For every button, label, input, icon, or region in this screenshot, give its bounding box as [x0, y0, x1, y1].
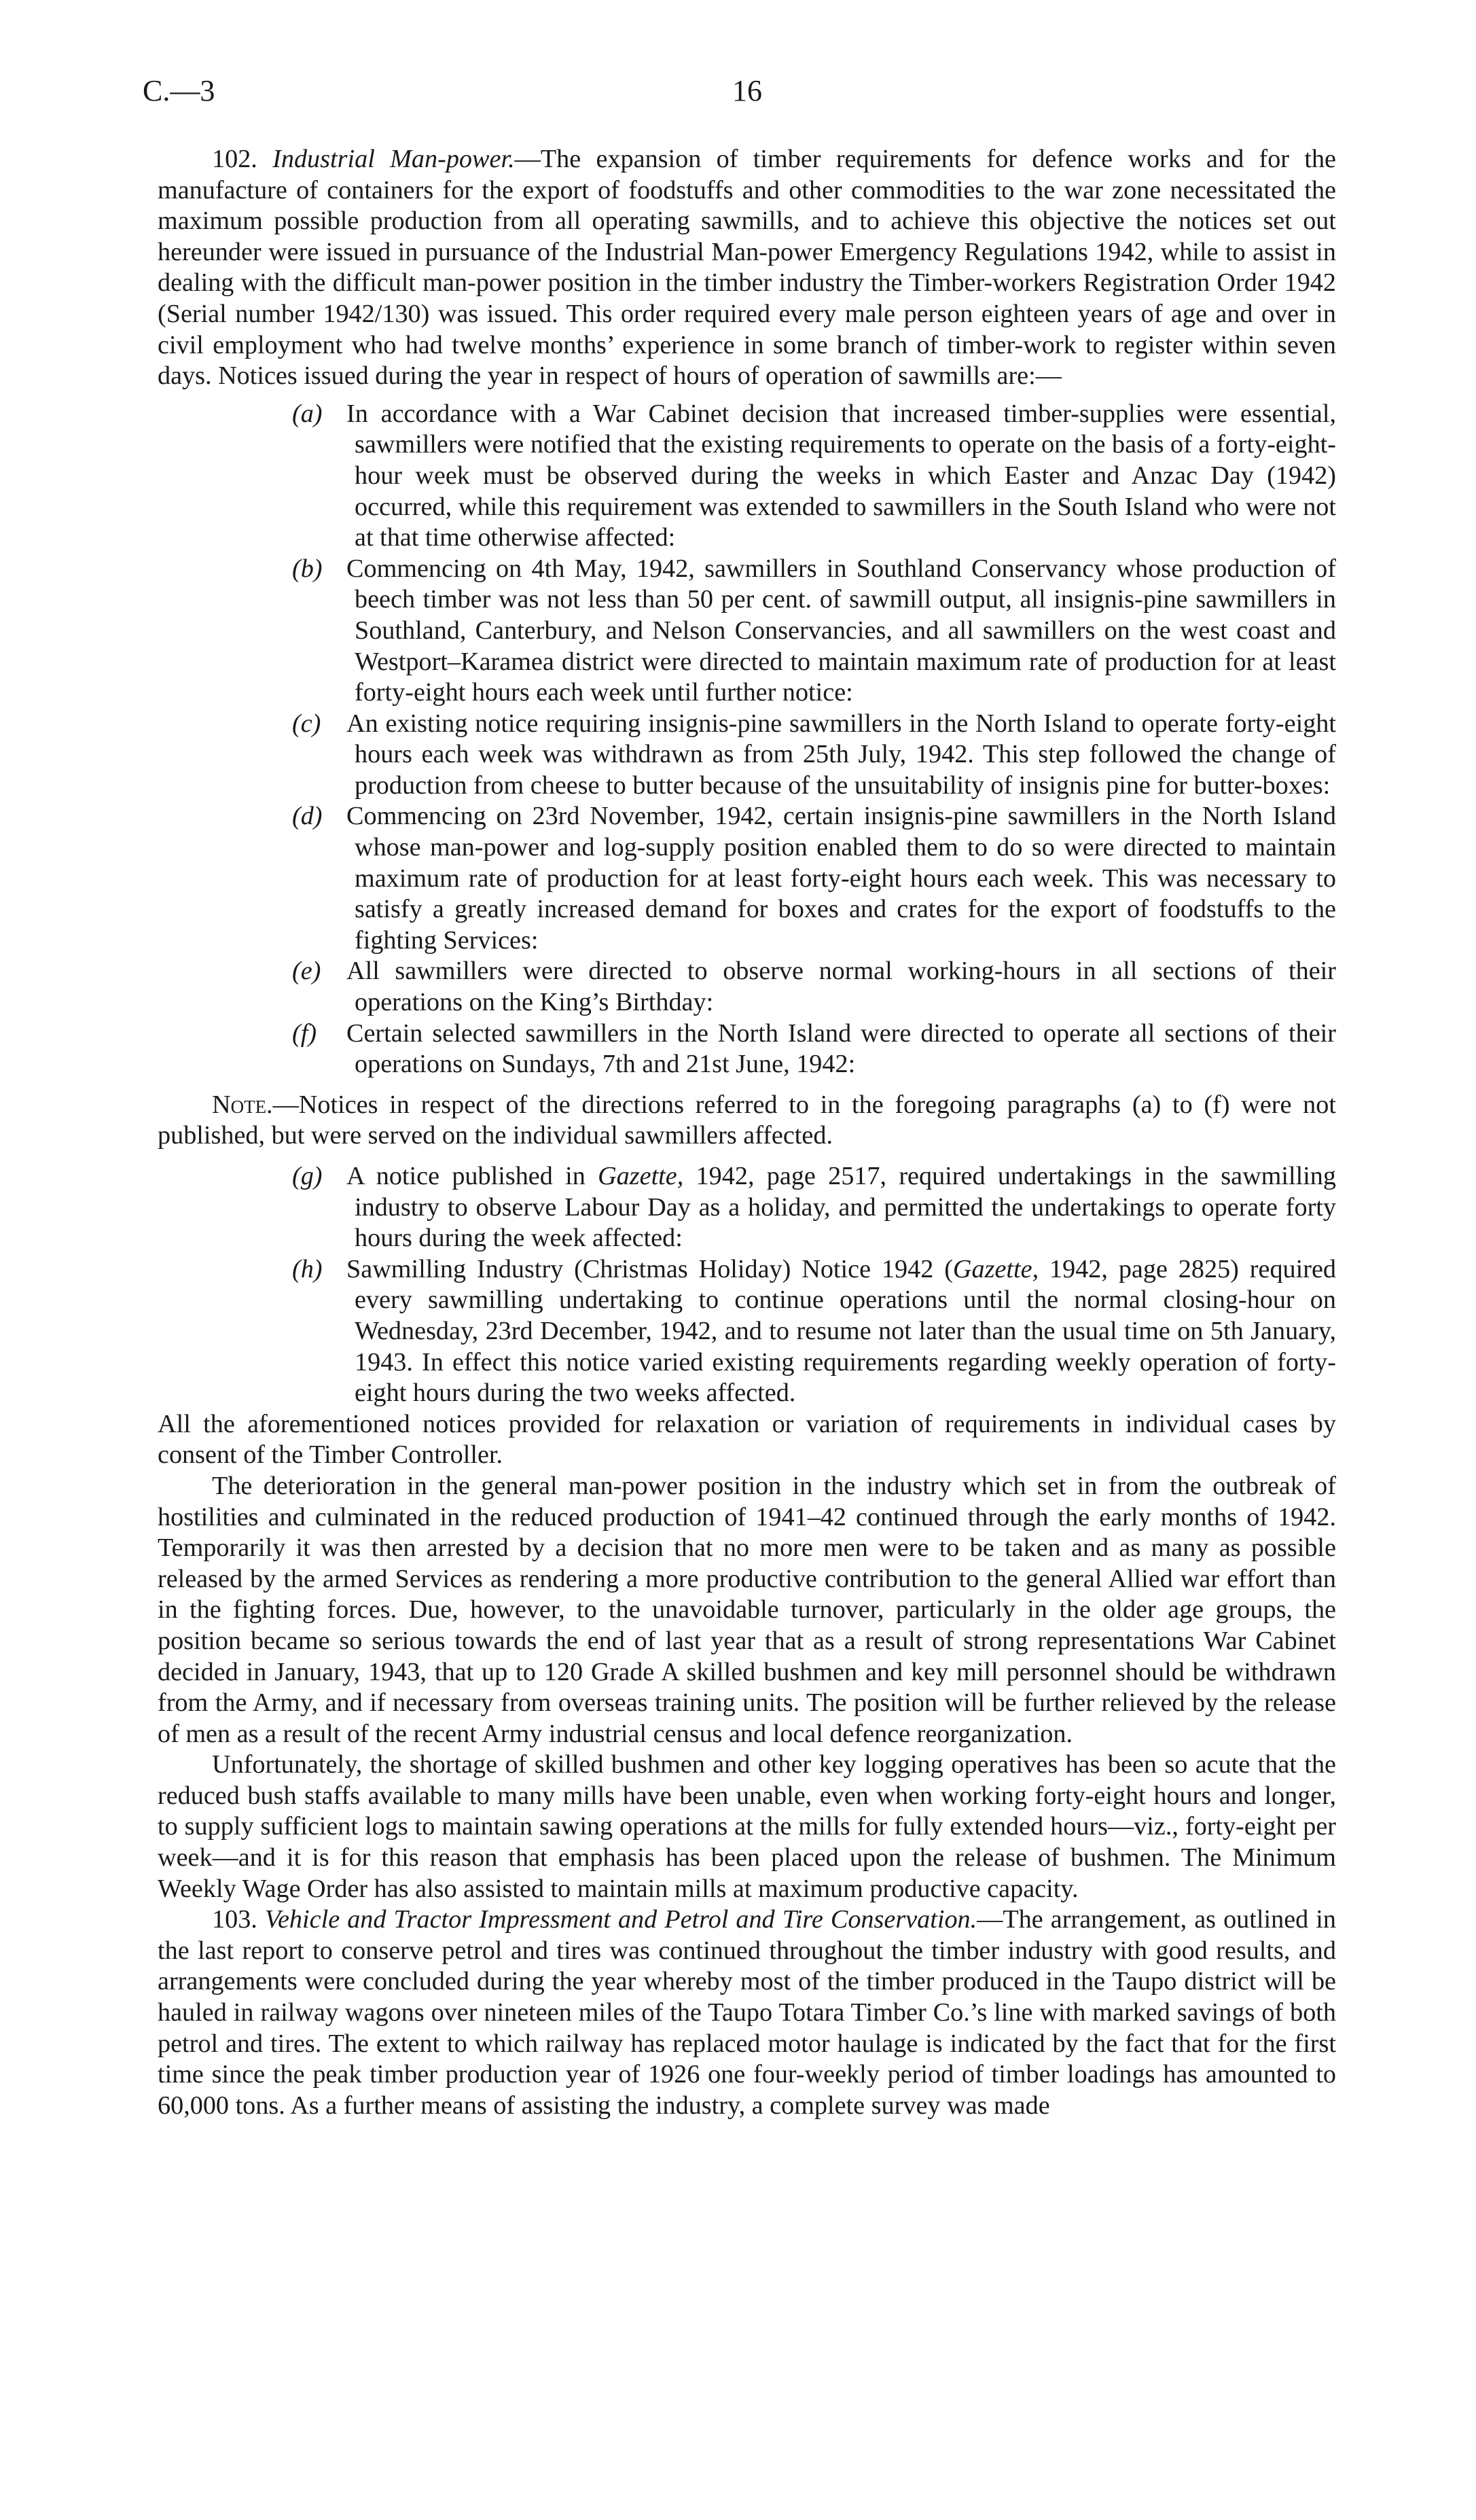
list-item — [158, 554, 1336, 709]
list-item — [158, 801, 1336, 956]
section-102-intro-text: —The expansion of timber requirements for defence works and for the manufacture of containers for the export of foodstuffs and other commodities to the war zone necessitated the maximum possible production from all operating sawmills, and to achieve this objective the notices set out hereunder were issued in pursuance of the Industrial Man-power Emergency Regulations 1942, while to assist in dealing with the difficult man-power position in the timber industry the Timber-workers Registration Order 1942 (Serial number 1942/130) was issued. This order required every male person eighteen years of age and over in civil employment who had twelve months’ experience in some branch of timber-work to register within seven days. Notices issued during the year in respect of hours of operation of sawmills are:— — [158, 145, 1337, 391]
note-label: Note. — [212, 1090, 273, 1119]
list-item — [158, 399, 1336, 554]
section-103-text: —The arrangement, as outlined in the last report to conserve petrol and tires was continued throughout the timber industry with good results, and arrangements were concluded during the year whereby most of the timber produced in the Taupo district will be hauled in railway wagons over nineteen miles of the Taupo Totara Timber Co.’s line with marked savings of both petrol and tires. The extent to which railway has replaced motor haulage is indicated by the fact that for the first time since the peak timber production year of 1926 one four-weekly period of timber loadings has amounted to 60,000 tons. As a further means of assisting the industry, a complete survey was made — [158, 1905, 1336, 2120]
list-item-marker: (e) — [292, 957, 321, 986]
notices-list-a-to-f — [158, 399, 1336, 1080]
page-number: 16 — [732, 74, 762, 107]
list-item — [158, 1161, 1336, 1254]
list-item-marker: (g) — [292, 1162, 323, 1190]
page-header — [0, 73, 1476, 114]
list-item — [158, 956, 1336, 1018]
list-item-text: A notice published in — [346, 1162, 598, 1190]
gazette-reference: Gazette, — [952, 1254, 1039, 1283]
notices-list-g-to-h — [158, 1161, 1336, 1409]
document-reference: C.—3 — [143, 74, 215, 107]
section-102-number: 102. — [212, 145, 257, 173]
list-item — [158, 1018, 1336, 1080]
list-item-text: An existing notice requiring insignis-pine sawmillers in the North Island to operate forty-eight hours each week was withdrawn as from 25th July, 1942. This step followed the change of production from cheese to butter because of the unsuitability of insignis pine for butter-boxes: — [346, 709, 1336, 800]
section-103-paragraph — [158, 1904, 1336, 2121]
list-item-text: Certain selected sawmillers in the North Island were directed to operate all sections of their operations on Sundays, 7th and 21st June, 1942: — [346, 1018, 1336, 1079]
list-item-marker: (h) — [292, 1254, 323, 1283]
shortage-paragraph: Unfortunately, the shortage of skilled bushmen and other key logging operatives has been so acute that the reduced bush staffs available to many mills have been unable, even when working forty-eight hours and longer, to supply sufficient logs to maintain sawing operations at the mills for fully extended hours—viz., forty-eight per week—and it is for this reason that emphasis has been placed upon the release of bushmen. The Minimum Weekly Wage Order has also assisted to maintain mills at maximum productive capacity. — [158, 1750, 1336, 1903]
page-body — [158, 144, 1336, 2121]
note-text: —Notices in respect of the directions referred to in the foregoing paragraphs (a) to (f) were not published, but were served on the individual sawmillers affected. — [158, 1090, 1336, 1150]
relaxation-paragraph: All the aforementioned notices provided for relaxation or variation of requirements in individual cases by consent of the Timber Controller. — [158, 1409, 1336, 1470]
list-item-marker: (d) — [292, 802, 323, 831]
section-103-number: 103. — [212, 1905, 257, 1934]
list-item-marker: (f) — [292, 1018, 317, 1048]
section-102-title: Industrial Man-power. — [272, 145, 515, 173]
list-item — [158, 709, 1336, 802]
list-item-text: In accordance with a War Cabinet decision that increased timber-supplies were essential, sawmillers were notified that the existing requirements to operate on the basis of a forty-eight-hour week must be observed during the weeks in which Easter and Anzac Day (1942) occurred, while this requirement was extended to sawmillers in the South Island who were not at that time otherwise affected: — [346, 399, 1336, 552]
list-item-marker: (a) — [292, 399, 323, 428]
list-item-text: Commencing on 4th May, 1942, sawmillers in Southland Conservancy whose production of beech timber was not less than 50 per cent. of sawmill output, all insignis-pine sawmillers in Southland, Canterbury, and Nelson Conservancies, and all sawmillers on the west coast and Westport–Karamea district were directed to maintain maximum rate of production for at least forty-eight hours each week until further notice: — [346, 554, 1336, 707]
list-item-text: All sawmillers were directed to observe normal working-hours in all sections of their operations on the King’s Birthday: — [346, 957, 1336, 1017]
list-item-marker: (c) — [292, 709, 321, 738]
list-item-text: Commencing on 23rd November, 1942, certain insignis-pine sawmillers in the North Island whose man-power and log-supply position enabled them to do so were directed to maintain maximum rate of production for at least forty-eight hours each week. This was necessary to satisfy a greatly increased demand for boxes and crates for the export of foodstuffs to the fighting Services: — [346, 802, 1336, 955]
list-item-text: 1942, page 2517, required undertakings in the sawmilling industry to observe Labour Day as a holiday, and permitted the undertakings to operate forty hours during the week affected: — [355, 1162, 1336, 1253]
list-item-marker: (b) — [292, 554, 323, 583]
list-item-text: 1942, page 2825) required every sawmilling undertaking to continue operations until the normal closing-hour on Wednesday, 23rd December, 1942, and to resume not later than the usual time on 5th January, 1943. In effect this notice varied existing requirements regarding weekly operation of forty-eight hours during the two weeks affected. — [355, 1254, 1336, 1408]
list-item-text: Sawmilling Industry (Christmas Holiday) Notice 1942 ( — [346, 1254, 953, 1283]
section-102-intro — [158, 144, 1336, 392]
section-103-title: Vehicle and Tractor Impressment and Petrol and Tire Conservation. — [264, 1905, 977, 1934]
gazette-reference: Gazette, — [598, 1162, 684, 1190]
note-paragraph — [158, 1090, 1336, 1152]
list-item — [158, 1254, 1336, 1409]
deterioration-paragraph: The deterioration in the general man-power position in the industry which set in from the outbreak of hostilities and culminated in the reduced production of 1941–42 continued through the early months of 1942. Temporarily it was then arrested by a decision that no more men were to be taken and as many as possible released by the armed Services as rendering a more productive contribution to the general Allied war effort than in the fighting forces. Due, however, to the unavoidable turnover, particularly in the older age groups, the position became so serious towards the end of last year that as a result of strong representations War Cabinet decided in January, 1943, that up to 120 Grade A skilled bushmen and key mill personnel should be withdrawn from the Army, and if necessary from overseas training units. The position will be further relieved by the release of men as a result of the recent Army industrial census and local defence reorganization. — [158, 1471, 1336, 1748]
